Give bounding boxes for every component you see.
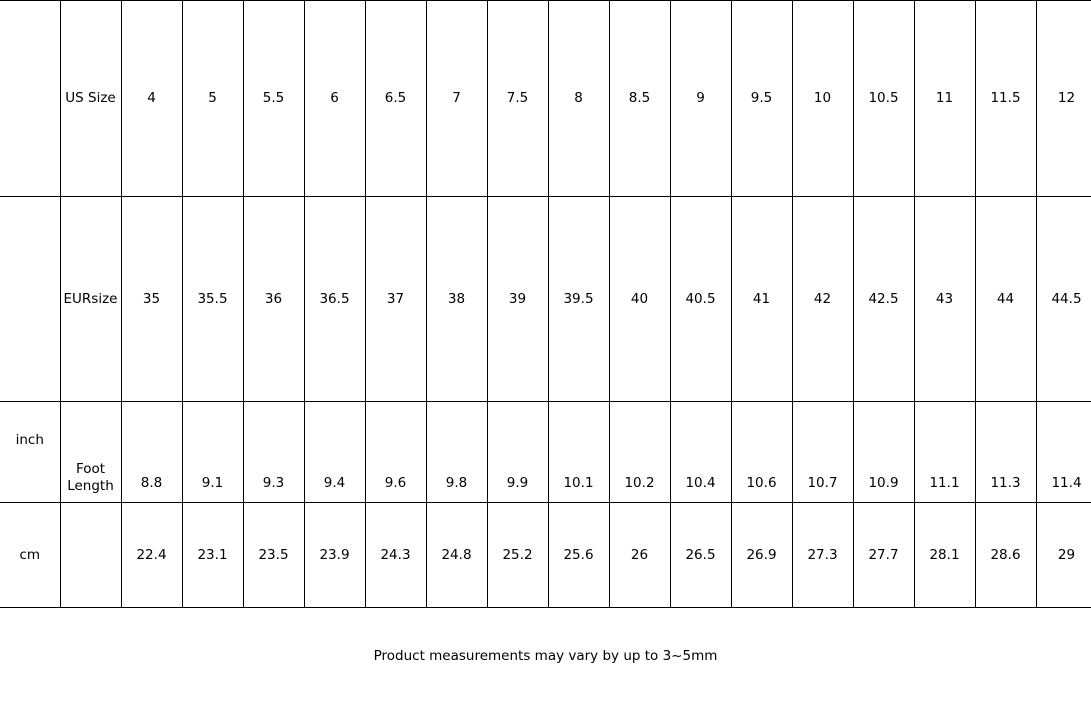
foot-length-line2: Length: [67, 478, 114, 495]
table-row-foot-length-cm: [0, 503, 1091, 608]
cell-inch-0: 8.8: [121, 402, 182, 503]
cell-eur-14: 44: [975, 197, 1036, 402]
unit-label-eur: [0, 197, 60, 402]
cell-inch-6: 9.9: [487, 402, 548, 503]
cell-eur-8: 40: [609, 197, 670, 402]
cell-cm-4: 24.3: [365, 503, 426, 608]
cell-cm-0: 22.4: [121, 503, 182, 608]
cell-cm-8: 26: [609, 503, 670, 608]
cell-cm-1: 23.1: [182, 503, 243, 608]
cell-eur-2: 36: [243, 197, 304, 402]
cell-cm-15: 29: [1036, 503, 1091, 608]
cell-inch-11: 10.7: [792, 402, 853, 503]
cell-us-5: 7: [426, 1, 487, 197]
cell-us-4: 6.5: [365, 1, 426, 197]
cell-eur-0: 35: [121, 197, 182, 402]
cell-us-0: 4: [121, 1, 182, 197]
cell-eur-15: 44.5: [1036, 197, 1091, 402]
cell-us-14: 11.5: [975, 1, 1036, 197]
cell-us-11: 10: [792, 1, 853, 197]
cell-cm-12: 27.7: [853, 503, 914, 608]
cell-inch-10: 10.6: [731, 402, 792, 503]
cell-inch-14: 11.3: [975, 402, 1036, 503]
row-label-cm-blank: [60, 503, 121, 608]
cell-eur-5: 38: [426, 197, 487, 402]
cell-inch-1: 9.1: [182, 402, 243, 503]
row-label-foot-length: [60, 402, 121, 503]
row-label-eur-size: EURsize: [60, 197, 121, 402]
cell-cm-2: 23.5: [243, 503, 304, 608]
cell-eur-1: 35.5: [182, 197, 243, 402]
cell-eur-12: 42.5: [853, 197, 914, 402]
cell-us-1: 5: [182, 1, 243, 197]
foot-length-line1: Foot: [75, 460, 106, 477]
cell-inch-5: 9.8: [426, 402, 487, 503]
cell-cm-3: 23.9: [304, 503, 365, 608]
cell-eur-3: 36.5: [304, 197, 365, 402]
cell-inch-3: 9.4: [304, 402, 365, 503]
cell-us-10: 9.5: [731, 1, 792, 197]
cell-us-6: 7.5: [487, 1, 548, 197]
unit-cm-text: cm: [19, 546, 41, 563]
cell-eur-7: 39.5: [548, 197, 609, 402]
cell-cm-5: 24.8: [426, 503, 487, 608]
cell-inch-15: 11.4: [1036, 402, 1091, 503]
table-row-foot-length-inch: [0, 402, 1091, 503]
unit-inch-text: inch: [15, 432, 44, 448]
cell-us-15: 12: [1036, 1, 1091, 197]
unit-label-cm: [0, 503, 60, 608]
cell-inch-8: 10.2: [609, 402, 670, 503]
cell-us-2: 5.5: [243, 1, 304, 197]
cell-us-8: 8.5: [609, 1, 670, 197]
cell-eur-13: 43: [914, 197, 975, 402]
cell-inch-12: 10.9: [853, 402, 914, 503]
cell-eur-10: 41: [731, 197, 792, 402]
cell-inch-9: 10.4: [670, 402, 731, 503]
cell-us-12: 10.5: [853, 1, 914, 197]
cell-cm-11: 27.3: [792, 503, 853, 608]
cell-cm-10: 26.9: [731, 503, 792, 608]
cell-inch-2: 9.3: [243, 402, 304, 503]
measurement-disclaimer: Product measurements may vary by up to 3~5mm: [373, 648, 718, 664]
cell-eur-9: 40.5: [670, 197, 731, 402]
unit-label-inch: [0, 402, 60, 503]
cell-eur-11: 42: [792, 197, 853, 402]
cell-us-9: 9: [670, 1, 731, 197]
cell-cm-14: 28.6: [975, 503, 1036, 608]
cell-inch-4: 9.6: [365, 402, 426, 503]
cell-inch-7: 10.1: [548, 402, 609, 503]
cell-inch-13: 11.1: [914, 402, 975, 503]
cell-cm-9: 26.5: [670, 503, 731, 608]
cell-eur-6: 39: [487, 197, 548, 402]
cell-cm-13: 28.1: [914, 503, 975, 608]
table-row-eur-size: [0, 197, 1091, 402]
cell-cm-7: 25.6: [548, 503, 609, 608]
cell-cm-6: 25.2: [487, 503, 548, 608]
table-row-us-size: [0, 1, 1091, 197]
cell-us-13: 11: [914, 1, 975, 197]
cell-eur-4: 37: [365, 197, 426, 402]
row-label-us-size: US Size: [60, 1, 121, 197]
cell-us-3: 6: [304, 1, 365, 197]
unit-label-us: [0, 1, 60, 197]
cell-us-7: 8: [548, 1, 609, 197]
